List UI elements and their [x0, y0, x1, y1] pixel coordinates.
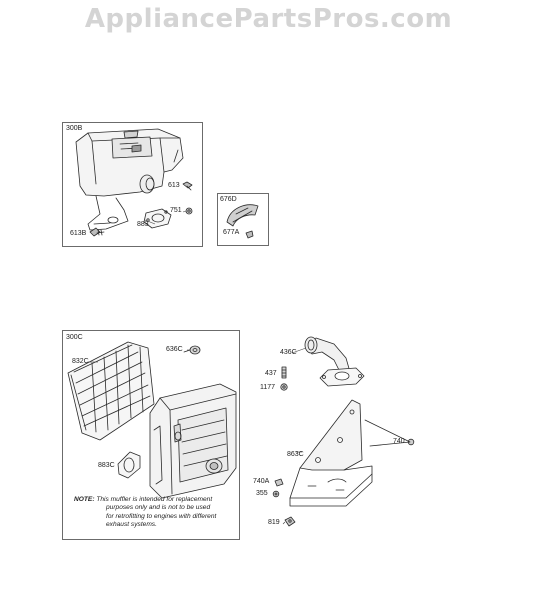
- screw-613: [183, 182, 192, 190]
- screw-636c: [184, 346, 200, 354]
- gasket-883c: [118, 452, 140, 478]
- nut-751: [186, 208, 192, 214]
- note-line-2: purposes only and is not to be used: [106, 504, 211, 512]
- note-line-1: This muffler is intended for replacement: [96, 496, 213, 503]
- washer-355: [273, 491, 279, 497]
- deflector-676d: [227, 205, 258, 226]
- part-label-751: 751: [170, 207, 182, 214]
- part-label-740: 740: [393, 438, 405, 445]
- group-label-300c: 300C: [66, 334, 83, 341]
- nut-1177: [281, 384, 287, 390]
- part-label-437: 437: [265, 370, 277, 377]
- muffler-body-300c: [150, 384, 236, 498]
- screw-740: [365, 420, 414, 446]
- note-heading: NOTE:: [74, 496, 95, 503]
- part-label-436c: 436C: [280, 349, 297, 356]
- part-label-740a: 740A: [253, 478, 270, 485]
- part-label-832c: 832C: [72, 358, 89, 365]
- watermark: AppliancePartsPros.com: [84, 4, 453, 34]
- group-label-300b: 300B: [66, 125, 83, 132]
- part-label-355: 355: [256, 490, 268, 497]
- note-line-4: exhaust systems.: [106, 521, 157, 529]
- part-label-636c: 636C: [166, 346, 183, 353]
- stud-437: [282, 367, 286, 378]
- note-line-3: for retrofitting to engines with different: [106, 512, 217, 520]
- nut-819: [285, 517, 295, 526]
- exhaust-elbow-436c: [305, 337, 364, 386]
- part-label-883c: 883C: [98, 462, 115, 469]
- heat-shield-832c: [68, 342, 154, 440]
- part-label-819: 819: [268, 519, 280, 526]
- screw-677a: [246, 231, 253, 238]
- part-label-613b: 613B: [70, 230, 87, 237]
- screw-740a: [275, 479, 283, 486]
- part-label-863c: 863C: [287, 451, 304, 458]
- part-label-883: 883: [137, 221, 149, 228]
- part-label-613: 613: [168, 182, 180, 189]
- group-label-676d: 676D: [220, 196, 237, 203]
- replacement-note: [74, 496, 244, 530]
- part-label-1177: 1177: [260, 384, 276, 391]
- part-label-677a: 677A: [223, 229, 240, 236]
